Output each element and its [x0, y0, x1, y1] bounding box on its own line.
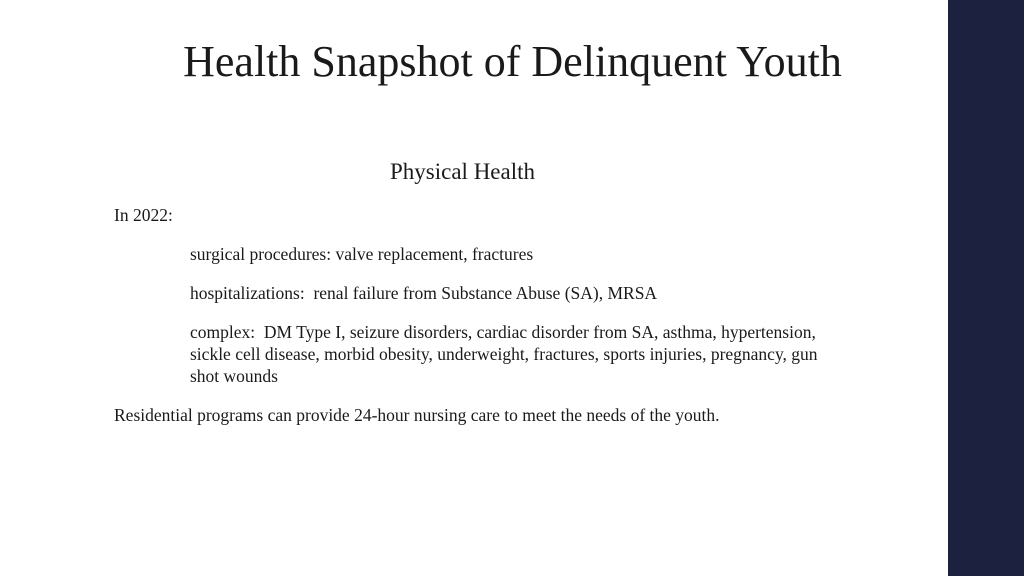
surgical-procedures-item: surgical procedures: valve replacement, fractures: [190, 244, 534, 264]
intro-text: In 2022:: [114, 205, 173, 225]
complex-conditions-item: complex: DM Type I, seizure disorders, cardiac disorder from SA, asthma, hypertension, sickle cell disease, morbid obesity, underweight, fractures, sports injuries, pregnancy, gun shot wounds: [190, 322, 822, 386]
slide-title: Health Snapshot of Delinquent Youth: [183, 37, 842, 86]
residential-programs-text: Residential programs can provide 24-hour nursing care to meet the needs of the youth.: [114, 405, 720, 425]
slide-subtitle: Physical Health: [390, 159, 535, 184]
hospitalizations-item: hospitalizations: renal failure from Substance Abuse (SA), MRSA: [190, 283, 658, 303]
decorative-side-bar: [948, 0, 1024, 576]
